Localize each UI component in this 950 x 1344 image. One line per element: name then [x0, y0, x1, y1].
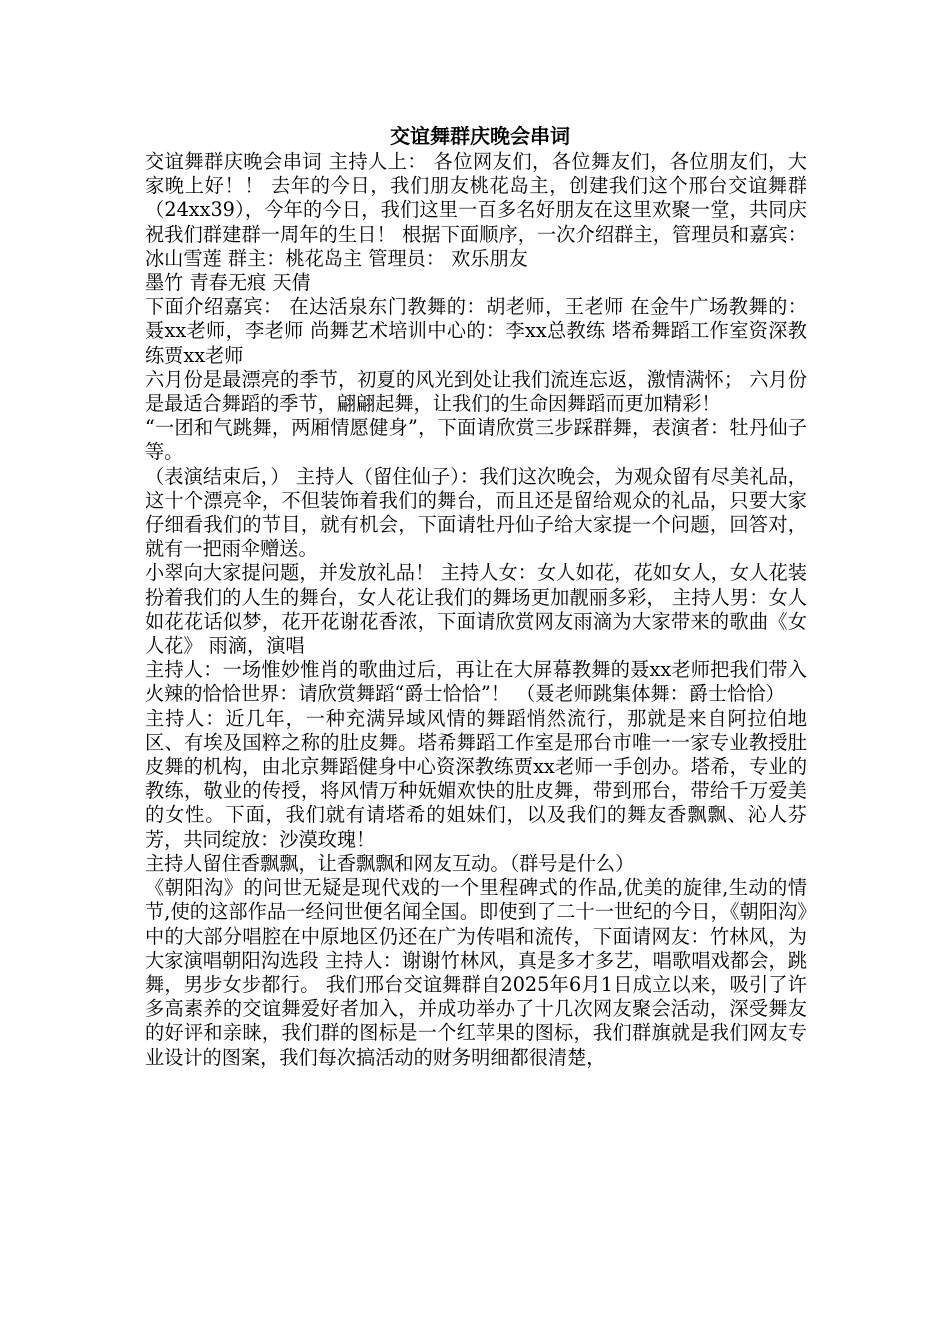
paragraph-belly-dance: 主持人：近几年，一种充满异域风情的舞蹈悄然流行，那就是来自阿拉伯地区、有埃及国粹之称的肚皮舞。塔希舞蹈工作室是邢台市唯一一家专业教授肚皮舞的机构，由北京舞蹈健身中心资深教练贾xx老师一手创办。塔希，专业的教练，敬业的传授，将风情万种妩媚欢快的肚皮舞，带到邢台，带给千万爱美的女性。下面，我们就有请塔希的姐妹们，以及我们的舞友香飘飘、沁人芬芳，共同绽放：沙漠玫瑰！ [145, 706, 807, 851]
paragraph-chaoyanggou: 《朝阳沟》的问世无疑是现代戏的一个里程碑式的作品,优美的旋律,生动的情节,使的这部作品一经问世便名闻全国。即使到了二十一世纪的今日，《朝阳沟》中的大部分唱腔在中原地区仍还在广为传唱和流传，下面请网友：竹林风，为大家演唱朝阳沟选段 主持人：谢谢竹林风，真是多才多艺，唱歌唱戏都会，跳舞，男步女步都行。 我们邢台交谊舞群自2025年6月1日成立以来，吸引了许多高素养的交谊舞爱好者加入，并成功举办了十几次网友聚会活动，深受舞友的好评和亲睐，我们群的图标是一个红苹果的图标，我们群旗就是我们网友专业设计的图案，我们每次搞活动的财务明细都很清楚， [145, 876, 807, 1069]
paragraph-woman-flower: 小翠向大家提问题，并发放礼品！ 主持人女：女人如花，花如女人，女人花装扮着我们的人生的舞台，女人花让我们的舞场更加靓丽多彩， 主持人男：女人如花花话似梦，花开花谢花香浓，下面请欣赏网友雨滴为大家带来的歌曲《女人花》 雨滴，演唱 [145, 561, 807, 658]
paragraph-admins: 墨竹 青春无痕 天倩 [145, 271, 311, 295]
document-body [145, 150, 814, 1070]
paragraph-june: 六月份是最漂亮的季节，初夏的风光到处让我们流连忘返，激情满怀； 六月份是最适合舞蹈的季节，翩翩起舞，让我们的生命因舞蹈而更加精彩！ [145, 367, 807, 416]
paragraph-chacha: 主持人：一场惟妙惟肖的歌曲过后，再让在大屏幕教舞的聂xx老师把我们带入火辣的恰恰世界：请欣赏舞蹈“爵士恰恰”！ （聂老师跳集体舞：爵士恰恰） [145, 658, 807, 706]
document-title: 交谊舞群庆晚会串词 [390, 124, 570, 148]
paragraph-interaction: 主持人留住香飘飘，让香飘飘和网友互动。（群号是什么） [145, 851, 635, 875]
paragraph-group-dance: “一团和气跳舞，两厢情愿健身”，下面请欣赏三步踩群舞，表演者：牡丹仙子等。 [145, 416, 807, 464]
paragraph-gifts: （表演结束后，） 主持人（留住仙子）：我们这次晚会，为观众留有尽美礼品，这十个漂亮伞，不但装饰着我们的舞台，而且还是留给观众的礼品，只要大家仔细看我们的节目，就有机会，下面请牡丹仙子给大家提一个问题，回答对，就有一把雨伞赠送。 [145, 464, 807, 561]
paragraph-guests: 下面介绍嘉宾： 在达活泉东门教舞的：胡老师，王老师 在金牛广场教舞的：聂xx老师，李老师 尚舞艺术培训中心的：李xx总教练 塔希舞蹈工作室资深教练贾xx老师 [145, 295, 807, 367]
paragraph-opening: 交谊舞群庆晚会串词 主持人上： 各位网友们，各位舞友们，各位朋友们，大家晚上好！！ 去年的今日，我们朋友桃花岛主，创建我们这个邢台交谊舞群（24xx39），今年的今日，我们这里一百多名好朋友在这里欢聚一堂，共同庆祝我们群建群一周年的生日！ 根据下面顺序，一次介绍群主，管理员和嘉宾： 冰山雪莲 群主：桃花岛主 管理员： 欢乐朋友 [145, 150, 814, 270]
document-page [145, 122, 814, 1070]
